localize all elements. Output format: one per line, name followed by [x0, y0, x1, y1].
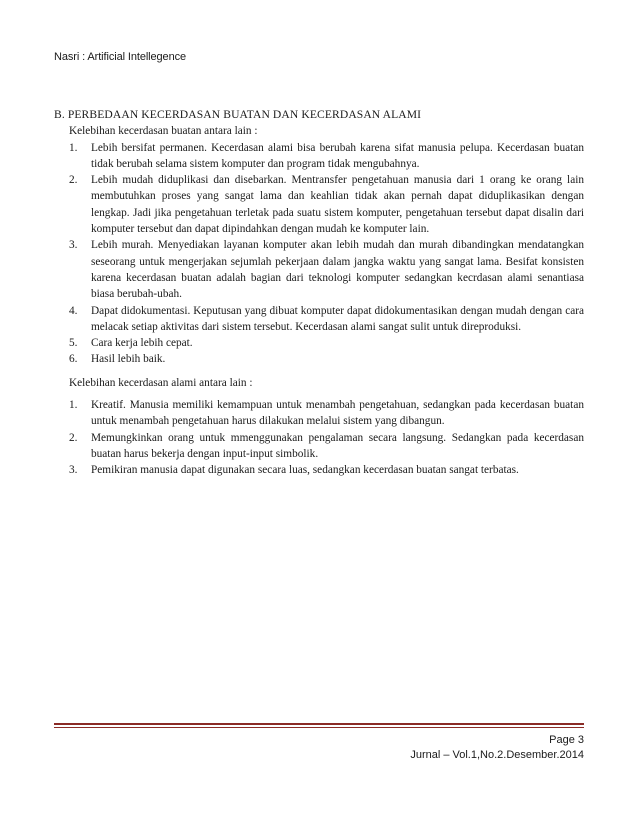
footer-rule: [54, 723, 584, 725]
list-item: [54, 351, 584, 367]
item-text: Hasil lebih baik.: [91, 353, 166, 366]
artificial-intro: Kelebihan kecerdasan buatan antara lain :: [69, 125, 258, 138]
item-number: 3.: [69, 464, 78, 477]
list-item: [54, 397, 584, 430]
item-number: 5.: [69, 337, 78, 350]
item-number: 6.: [69, 353, 78, 366]
item-number: 2.: [69, 174, 78, 187]
natural-intro: Kelebihan kecerdasan alami antara lain :: [69, 376, 253, 389]
item-text: Memungkinkan orang untuk mmenggunakan pengalaman secara langsung. Sedangkan pada kecerdasan buatan harus bekerja dengan input-input simbolik.: [91, 431, 584, 460]
section-heading: B. PERBEDAAN KECERDASAN BUATAN DAN KECERDASAN ALAMI: [54, 108, 422, 121]
page-number: Page 3: [549, 734, 584, 746]
item-text: Lebih mudah diduplikasi dan disebarkan. Mentransfer pengetahuan manusia dari 1 orang ke orang lain membutuhkan proses yang sangat lama dan keahlian tidak akan pernah dapat diduplikasikan dengan lengkap. Jadi jika pengetahuan terletak pada suatu sistem komputer, pengetahuan tersebut dapat disalin dari komputer tersebut dan dapat dipindahkan dengan mudah ke komputer lain.: [91, 174, 584, 236]
item-number: 1.: [69, 399, 78, 412]
running-header: Nasri : Artificial Intellegence: [54, 51, 187, 63]
list-item: [54, 430, 584, 463]
item-number: 1.: [69, 141, 78, 154]
item-text: Lebih bersifat permanen. Kecerdasan alami bisa berubah karena sifat manusia pelupa. Kecerdasan buatan tidak berubah selama sistem komputer dan program tidak mengubahnya.: [91, 141, 584, 170]
document-body: [54, 107, 584, 479]
list-item: [54, 140, 584, 173]
list-item: [54, 335, 584, 351]
footer-rule-thin: [54, 727, 584, 728]
item-text: Kreatif. Manusia memiliki kemampuan untuk menambah pengetahuan, sedangkan pada kecerdasan buatan untuk menambah pengetahuan harus dilakukan melalui sistem yang dibangun.: [91, 399, 584, 428]
list-item: [54, 303, 584, 336]
item-text: Pemikiran manusia dapat digunakan secara luas, sedangkan kecerdasan buatan sangat terbatas.: [91, 464, 519, 477]
item-text: Dapat didokumentasi. Keputusan yang dibuat komputer dapat didokumentasikan dengan mudah dengan cara melacak setiap aktivitas dari sistem tersebut. Kecerdasan alami sangat sulit untuk direproduksi.: [91, 304, 584, 333]
item-text: Lebih murah. Menyediakan layanan komputer akan lebih mudah dan murah dibandingkan mendatangkan seseorang untuk mengerjakan sejumlah pekerjaan dalam jangka waktu yang sangat lama. Besifat konsisten karena kecerdasan buatan adalah bagian dari teknologi komputer sedangkan kecrdasan alami senantiasa biasa berubah-ubah.: [91, 239, 584, 301]
item-number: 3.: [69, 239, 78, 252]
item-number: 4.: [69, 304, 78, 317]
artificial-advantages-list: [54, 140, 584, 368]
list-item: [54, 172, 584, 237]
journal-citation: Jurnal – Vol.1,No.2.Desember.2014: [410, 749, 584, 761]
page-footer: [410, 733, 584, 763]
list-item: [54, 237, 584, 302]
item-number: 2.: [69, 431, 78, 444]
list-item: [54, 462, 584, 478]
natural-advantages-list: [54, 397, 584, 478]
item-text: Cara kerja lebih cepat.: [91, 337, 193, 350]
